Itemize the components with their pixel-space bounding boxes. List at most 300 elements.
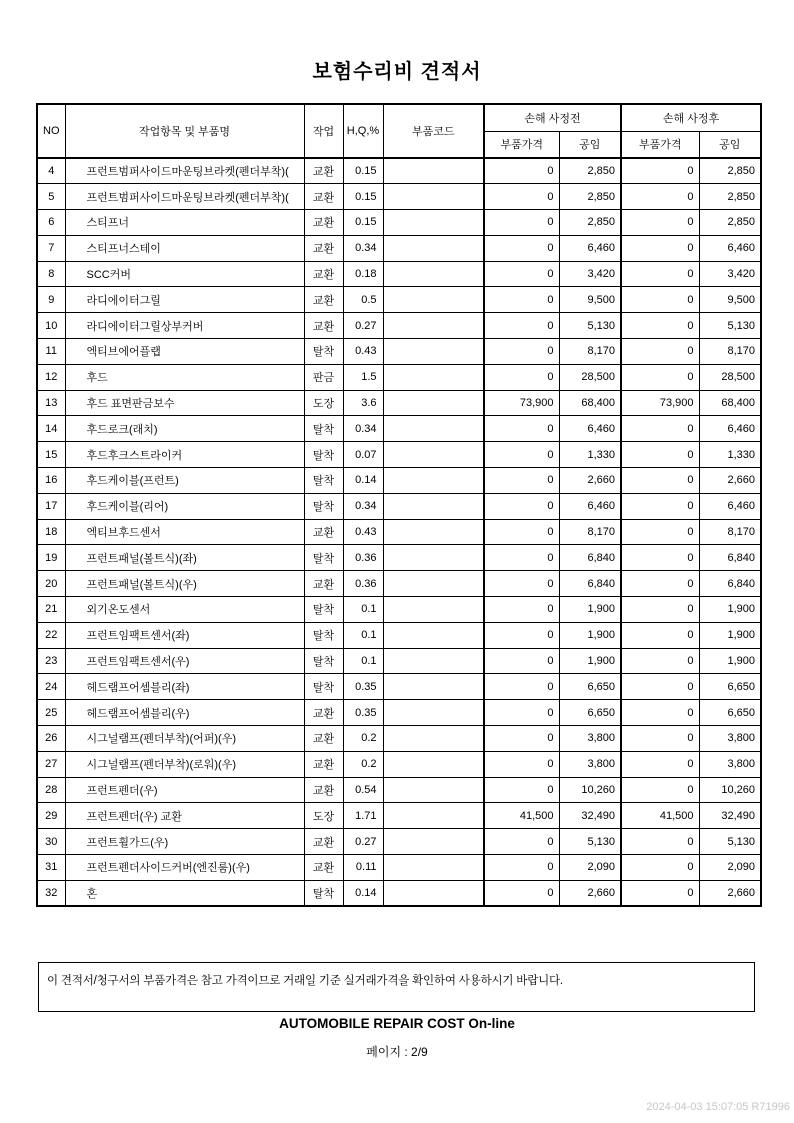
- cell-b_labor: 8,170: [559, 339, 621, 365]
- table-row: [37, 261, 761, 287]
- header-before-part-price: 부품가격: [484, 131, 559, 158]
- cell-a_part: 0: [621, 364, 699, 390]
- cell-work: 교환: [304, 726, 343, 752]
- cell-a_labor: 6,840: [699, 571, 761, 597]
- cell-work: 탈착: [304, 674, 343, 700]
- cell-hq: 0.14: [343, 468, 383, 494]
- cell-a_part: 0: [621, 622, 699, 648]
- cell-work: 탈착: [304, 339, 343, 365]
- cell-b_part: 0: [484, 519, 559, 545]
- cell-no: 19: [37, 545, 65, 571]
- cell-a_labor: 6,650: [699, 674, 761, 700]
- cell-no: 4: [37, 158, 65, 184]
- cell-b_labor: 3,800: [559, 751, 621, 777]
- cell-code: [383, 339, 484, 365]
- cell-hq: 0.2: [343, 751, 383, 777]
- cell-b_labor: 2,660: [559, 468, 621, 494]
- cell-b_part: 0: [484, 313, 559, 339]
- table-row: [37, 597, 761, 623]
- table-row: [37, 829, 761, 855]
- cell-item: 후드케이블(리어): [65, 493, 304, 519]
- cell-a_labor: 10,260: [699, 777, 761, 803]
- cell-a_labor: 2,660: [699, 880, 761, 906]
- cell-code: [383, 855, 484, 881]
- cell-hq: 0.1: [343, 622, 383, 648]
- cell-a_labor: 1,900: [699, 648, 761, 674]
- cell-a_labor: 1,900: [699, 622, 761, 648]
- cell-b_part: 0: [484, 829, 559, 855]
- cell-b_part: 0: [484, 493, 559, 519]
- cell-item: 혼: [65, 880, 304, 906]
- table-row: [37, 493, 761, 519]
- cell-b_labor: 68,400: [559, 390, 621, 416]
- cell-work: 교환: [304, 700, 343, 726]
- cell-code: [383, 235, 484, 261]
- cell-b_part: 0: [484, 648, 559, 674]
- cell-hq: 0.15: [343, 158, 383, 184]
- cell-b_labor: 6,650: [559, 674, 621, 700]
- cell-a_part: 73,900: [621, 390, 699, 416]
- cell-a_part: 0: [621, 571, 699, 597]
- cell-hq: 0.34: [343, 235, 383, 261]
- cell-a_part: 0: [621, 726, 699, 752]
- cell-no: 9: [37, 287, 65, 313]
- cell-hq: 0.07: [343, 442, 383, 468]
- cell-no: 15: [37, 442, 65, 468]
- cell-a_labor: 6,460: [699, 416, 761, 442]
- cell-no: 5: [37, 184, 65, 210]
- cell-a_part: 0: [621, 674, 699, 700]
- cell-item: 프런트범퍼사이드마운팅브라켓(펜더부착)(: [65, 158, 304, 184]
- cell-code: [383, 442, 484, 468]
- cell-code: [383, 751, 484, 777]
- cell-a_labor: 2,850: [699, 210, 761, 236]
- cell-b_labor: 1,900: [559, 597, 621, 623]
- cell-code: [383, 390, 484, 416]
- table-row: [37, 339, 761, 365]
- table-row: [37, 622, 761, 648]
- cell-a_labor: 6,650: [699, 700, 761, 726]
- cell-work: 교환: [304, 287, 343, 313]
- cell-no: 28: [37, 777, 65, 803]
- cell-b_labor: 3,420: [559, 261, 621, 287]
- cell-item: SCC커버: [65, 261, 304, 287]
- cell-hq: 0.43: [343, 339, 383, 365]
- cell-a_part: 0: [621, 493, 699, 519]
- cell-item: 후드: [65, 364, 304, 390]
- cell-item: 프런트임팩트센서(좌): [65, 622, 304, 648]
- cell-no: 30: [37, 829, 65, 855]
- cell-a_part: 0: [621, 184, 699, 210]
- cell-code: [383, 468, 484, 494]
- notice-box: [38, 962, 755, 1012]
- cell-a_labor: 6,460: [699, 493, 761, 519]
- table-row: [37, 364, 761, 390]
- cell-work: 탈착: [304, 442, 343, 468]
- cell-a_part: 0: [621, 416, 699, 442]
- cell-no: 18: [37, 519, 65, 545]
- table-row: [37, 235, 761, 261]
- cell-b_labor: 2,850: [559, 158, 621, 184]
- cell-b_part: 0: [484, 468, 559, 494]
- table-row: [37, 313, 761, 339]
- cell-code: [383, 674, 484, 700]
- cell-no: 29: [37, 803, 65, 829]
- cell-work: 도장: [304, 390, 343, 416]
- cell-code: [383, 597, 484, 623]
- cell-b_part: 0: [484, 597, 559, 623]
- header-after-group: 손해 사정후: [621, 104, 761, 131]
- cell-code: [383, 416, 484, 442]
- cell-code: [383, 777, 484, 803]
- cell-a_part: 0: [621, 829, 699, 855]
- cell-code: [383, 493, 484, 519]
- table-body: [37, 158, 761, 906]
- cell-no: 31: [37, 855, 65, 881]
- table-header: [37, 104, 761, 158]
- cell-a_labor: 2,660: [699, 468, 761, 494]
- cell-no: 21: [37, 597, 65, 623]
- cell-code: [383, 313, 484, 339]
- cell-hq: 0.54: [343, 777, 383, 803]
- cell-no: 20: [37, 571, 65, 597]
- cell-a_part: 0: [621, 700, 699, 726]
- table-row: [37, 803, 761, 829]
- cell-b_part: 0: [484, 726, 559, 752]
- cell-item: 프런트휠가드(우): [65, 829, 304, 855]
- cell-work: 탈착: [304, 597, 343, 623]
- cell-b_part: 0: [484, 158, 559, 184]
- cell-a_part: 0: [621, 519, 699, 545]
- header-item: 작업항목 및 부품명: [65, 104, 304, 158]
- cell-hq: 0.27: [343, 313, 383, 339]
- cell-work: 교환: [304, 235, 343, 261]
- header-after-part-price: 부품가격: [621, 131, 699, 158]
- cell-work: 탈착: [304, 622, 343, 648]
- cell-no: 23: [37, 648, 65, 674]
- cell-b_labor: 6,460: [559, 493, 621, 519]
- cell-a_labor: 6,460: [699, 235, 761, 261]
- cell-b_labor: 2,660: [559, 880, 621, 906]
- cell-work: 교환: [304, 313, 343, 339]
- table-row: [37, 751, 761, 777]
- cell-a_labor: 1,900: [699, 597, 761, 623]
- table-row: [37, 158, 761, 184]
- cell-hq: 0.18: [343, 261, 383, 287]
- cell-a_part: 0: [621, 313, 699, 339]
- cell-a_part: 0: [621, 880, 699, 906]
- table-row: [37, 777, 761, 803]
- table-row: [37, 726, 761, 752]
- cell-work: 교환: [304, 571, 343, 597]
- cell-no: 27: [37, 751, 65, 777]
- cell-hq: 1.71: [343, 803, 383, 829]
- cell-a_labor: 3,800: [699, 726, 761, 752]
- cell-hq: 0.1: [343, 597, 383, 623]
- cell-hq: 3.6: [343, 390, 383, 416]
- cell-code: [383, 571, 484, 597]
- cell-no: 6: [37, 210, 65, 236]
- table-row: [37, 855, 761, 881]
- cell-b_part: 0: [484, 339, 559, 365]
- cell-item: 헤드램프어셈블리(우): [65, 700, 304, 726]
- cell-item: 엑티브후드센서: [65, 519, 304, 545]
- table-row: [37, 674, 761, 700]
- cell-item: 후드케이블(프런트): [65, 468, 304, 494]
- cell-b_part: 0: [484, 210, 559, 236]
- cell-no: 14: [37, 416, 65, 442]
- cell-b_part: 0: [484, 261, 559, 287]
- cell-hq: 0.15: [343, 184, 383, 210]
- cell-code: [383, 158, 484, 184]
- cell-a_part: 0: [621, 545, 699, 571]
- cell-a_labor: 2,850: [699, 184, 761, 210]
- cell-b_labor: 8,170: [559, 519, 621, 545]
- cell-item: 엑티브에어플랩: [65, 339, 304, 365]
- table-row: [37, 416, 761, 442]
- cell-code: [383, 700, 484, 726]
- cell-b_part: 0: [484, 777, 559, 803]
- cell-work: 교환: [304, 855, 343, 881]
- cell-b_part: 0: [484, 364, 559, 390]
- cell-hq: 0.11: [343, 855, 383, 881]
- cell-work: 교환: [304, 519, 343, 545]
- header-after-labor: 공임: [699, 131, 761, 158]
- cell-b_labor: 6,460: [559, 416, 621, 442]
- cell-b_part: 0: [484, 184, 559, 210]
- cell-item: 시그널램프(펜더부착)(어퍼)(우): [65, 726, 304, 752]
- cell-code: [383, 622, 484, 648]
- table-row: [37, 571, 761, 597]
- table-row: [37, 880, 761, 906]
- cell-item: 라디에이터그릴: [65, 287, 304, 313]
- cell-no: 13: [37, 390, 65, 416]
- cell-b_labor: 5,130: [559, 313, 621, 339]
- cell-item: 프런트패널(볼트식)(우): [65, 571, 304, 597]
- cell-b_part: 0: [484, 751, 559, 777]
- cell-b_labor: 6,840: [559, 545, 621, 571]
- cell-work: 교환: [304, 158, 343, 184]
- cell-b_labor: 9,500: [559, 287, 621, 313]
- header-part-code: 부품코드: [383, 104, 484, 158]
- cell-code: [383, 648, 484, 674]
- cell-no: 7: [37, 235, 65, 261]
- cell-work: 판금: [304, 364, 343, 390]
- cell-work: 교환: [304, 261, 343, 287]
- cell-a_labor: 5,130: [699, 829, 761, 855]
- cell-no: 26: [37, 726, 65, 752]
- cell-code: [383, 829, 484, 855]
- page-number-label: 페이지 : 2/9: [366, 1045, 428, 1059]
- cell-no: 32: [37, 880, 65, 906]
- cell-b_labor: 10,260: [559, 777, 621, 803]
- cell-item: 후드 표면판금보수: [65, 390, 304, 416]
- table-row: [37, 184, 761, 210]
- table-row: [37, 442, 761, 468]
- cell-no: 22: [37, 622, 65, 648]
- cell-item: 스티프너: [65, 210, 304, 236]
- table-row: [37, 210, 761, 236]
- cell-a_labor: 1,330: [699, 442, 761, 468]
- cell-a_labor: 3,420: [699, 261, 761, 287]
- cell-b_part: 0: [484, 545, 559, 571]
- cell-no: 16: [37, 468, 65, 494]
- cell-b_labor: 3,800: [559, 726, 621, 752]
- cell-work: 탈착: [304, 648, 343, 674]
- cell-code: [383, 880, 484, 906]
- cell-a_labor: 2,090: [699, 855, 761, 881]
- cell-no: 17: [37, 493, 65, 519]
- cell-b_part: 0: [484, 700, 559, 726]
- cell-item: 후드로크(래치): [65, 416, 304, 442]
- cell-code: [383, 519, 484, 545]
- cell-b_labor: 2,850: [559, 184, 621, 210]
- cell-a_labor: 8,170: [699, 339, 761, 365]
- cell-a_part: 0: [621, 339, 699, 365]
- estimate-table: [36, 103, 762, 907]
- cell-work: 탈착: [304, 880, 343, 906]
- cell-work: 교환: [304, 184, 343, 210]
- cell-code: [383, 364, 484, 390]
- table-row: [37, 390, 761, 416]
- table-row: [37, 468, 761, 494]
- table-row: [37, 648, 761, 674]
- cell-b_labor: 6,650: [559, 700, 621, 726]
- cell-no: 11: [37, 339, 65, 365]
- cell-hq: 0.43: [343, 519, 383, 545]
- footer-title: AUTOMOBILE REPAIR COST On-line: [279, 1016, 515, 1031]
- cell-a_part: 0: [621, 158, 699, 184]
- cell-no: 12: [37, 364, 65, 390]
- cell-b_part: 0: [484, 674, 559, 700]
- cell-b_labor: 6,840: [559, 571, 621, 597]
- cell-b_labor: 1,900: [559, 622, 621, 648]
- cell-a_part: 0: [621, 597, 699, 623]
- cell-work: 교환: [304, 751, 343, 777]
- cell-b_part: 0: [484, 235, 559, 261]
- cell-no: 24: [37, 674, 65, 700]
- cell-a_labor: 68,400: [699, 390, 761, 416]
- cell-item: 프런트펜더(우) 교환: [65, 803, 304, 829]
- cell-hq: 0.1: [343, 648, 383, 674]
- cell-item: 헤드램프어셈블리(좌): [65, 674, 304, 700]
- cell-hq: 1.5: [343, 364, 383, 390]
- cell-work: 탈착: [304, 545, 343, 571]
- cell-item: 라디에이터그릴상부커버: [65, 313, 304, 339]
- cell-a_part: 0: [621, 442, 699, 468]
- cell-item: 후드후크스트라이커: [65, 442, 304, 468]
- cell-b_part: 0: [484, 442, 559, 468]
- header-no: NO: [37, 104, 65, 158]
- header-work: 작업: [304, 104, 343, 158]
- cell-b_part: 0: [484, 416, 559, 442]
- cell-item: 외기온도센서: [65, 597, 304, 623]
- cell-b_labor: 1,330: [559, 442, 621, 468]
- cell-a_labor: 32,490: [699, 803, 761, 829]
- cell-item: 프런트펜더사이드커버(엔진룸)(우): [65, 855, 304, 881]
- cell-work: 탈착: [304, 493, 343, 519]
- cell-hq: 0.15: [343, 210, 383, 236]
- cell-a_part: 0: [621, 287, 699, 313]
- cell-a_part: 0: [621, 855, 699, 881]
- cell-a_labor: 5,130: [699, 313, 761, 339]
- cell-code: [383, 210, 484, 236]
- cell-code: [383, 184, 484, 210]
- cell-no: 10: [37, 313, 65, 339]
- cell-b_part: 0: [484, 287, 559, 313]
- cell-work: 교환: [304, 210, 343, 236]
- cell-b_labor: 2,850: [559, 210, 621, 236]
- cell-hq: 0.34: [343, 416, 383, 442]
- cell-code: [383, 545, 484, 571]
- cell-item: 스티프너스테이: [65, 235, 304, 261]
- cell-a_part: 0: [621, 235, 699, 261]
- cell-b_labor: 32,490: [559, 803, 621, 829]
- cell-hq: 0.5: [343, 287, 383, 313]
- table-row: [37, 287, 761, 313]
- cell-hq: 0.35: [343, 674, 383, 700]
- cell-b_part: 0: [484, 880, 559, 906]
- cell-a_labor: 2,850: [699, 158, 761, 184]
- cell-a_part: 0: [621, 210, 699, 236]
- cell-hq: 0.35: [343, 700, 383, 726]
- cell-a_part: 0: [621, 648, 699, 674]
- cell-work: 탈착: [304, 468, 343, 494]
- cell-work: 도장: [304, 803, 343, 829]
- cell-item: 프런트임팩트센서(우): [65, 648, 304, 674]
- cell-no: 25: [37, 700, 65, 726]
- cell-b_labor: 2,090: [559, 855, 621, 881]
- cell-work: 교환: [304, 829, 343, 855]
- cell-code: [383, 803, 484, 829]
- cell-hq: 0.34: [343, 493, 383, 519]
- cell-hq: 0.36: [343, 545, 383, 571]
- cell-b_labor: 28,500: [559, 364, 621, 390]
- cell-a_labor: 9,500: [699, 287, 761, 313]
- header-before-group: 손해 사정전: [484, 104, 621, 131]
- table-row: [37, 545, 761, 571]
- table-row: [37, 519, 761, 545]
- cell-code: [383, 261, 484, 287]
- cell-item: 프런트패널(볼트식)(좌): [65, 545, 304, 571]
- cell-b_part: 0: [484, 622, 559, 648]
- cell-b_labor: 5,130: [559, 829, 621, 855]
- table-row: [37, 700, 761, 726]
- cell-b_part: 0: [484, 855, 559, 881]
- cell-work: 교환: [304, 777, 343, 803]
- cell-no: 8: [37, 261, 65, 287]
- page-title: 보험수리비 견적서: [312, 61, 482, 83]
- cell-a_labor: 28,500: [699, 364, 761, 390]
- cell-b_part: 41,500: [484, 803, 559, 829]
- cell-a_part: 0: [621, 261, 699, 287]
- cell-hq: 0.27: [343, 829, 383, 855]
- cell-a_part: 0: [621, 751, 699, 777]
- cell-a_part: 41,500: [621, 803, 699, 829]
- header-hq: H,Q,%: [343, 104, 383, 158]
- cell-code: [383, 726, 484, 752]
- cell-a_part: 0: [621, 468, 699, 494]
- cell-item: 시그널램프(펜더부착)(로워)(우): [65, 751, 304, 777]
- cell-b_labor: 1,900: [559, 648, 621, 674]
- cell-work: 탈착: [304, 416, 343, 442]
- cell-code: [383, 287, 484, 313]
- header-before-labor: 공임: [559, 131, 621, 158]
- cell-a_labor: 3,800: [699, 751, 761, 777]
- cell-a_labor: 6,840: [699, 545, 761, 571]
- timestamp-watermark: 2024-04-03 15:07:05 R71996: [646, 1101, 790, 1113]
- cell-a_part: 0: [621, 777, 699, 803]
